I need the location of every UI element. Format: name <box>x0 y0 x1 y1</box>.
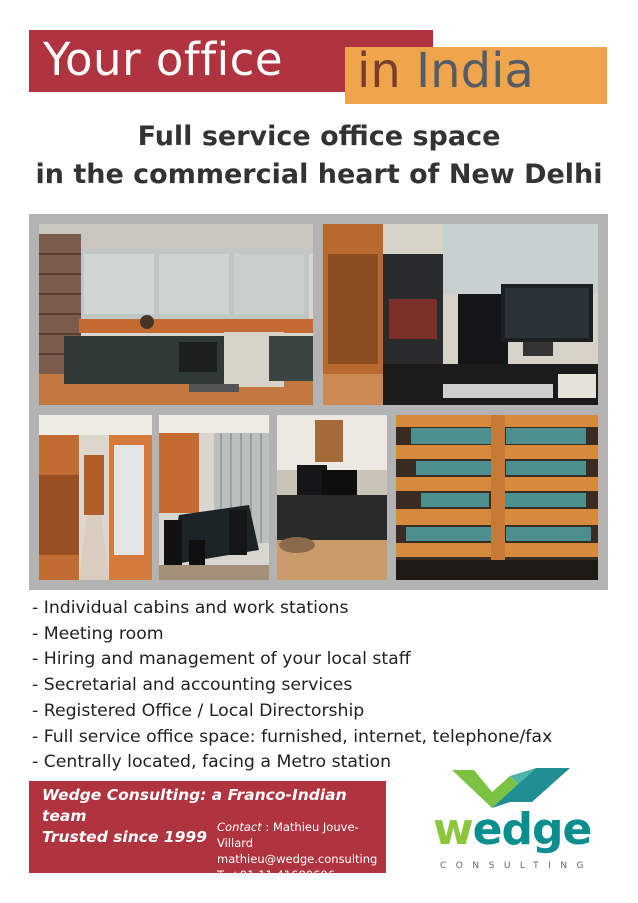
title-part2-in: in <box>357 43 401 99</box>
title-part2-india: India <box>400 43 534 99</box>
contact-box <box>29 781 386 882</box>
title-banner-orange <box>345 43 607 104</box>
contact-email[interactable]: mathieu@wedge.consulting <box>217 852 378 866</box>
title-part1: Your office <box>43 33 284 86</box>
contact-separator: : <box>261 820 273 834</box>
tagline-line2: Trusted since 1999 <box>42 828 207 846</box>
feature-item-cabins: - Individual cabins and work stations <box>32 598 349 618</box>
subtitle <box>0 118 638 194</box>
logo-wordmark <box>433 804 591 855</box>
contact-name: Mathieu Jouve-Villard <box>217 820 359 850</box>
open-plan-office-photo <box>39 224 313 405</box>
photo-collage <box>29 214 608 590</box>
feature-item-full-service: - Full service office space: furnished, internet, telephone/fax <box>32 726 553 747</box>
logo-word-first: w <box>433 804 473 855</box>
title-part2 <box>357 43 534 99</box>
feature-list <box>32 596 552 776</box>
feature-item-meeting-room: - Meeting room <box>32 623 164 644</box>
feature-item-location: - Centrally located, facing a Metro station <box>32 752 392 773</box>
corridor-photo <box>39 415 152 580</box>
subtitle-line2: in the commercial heart of New Delhi <box>35 159 603 190</box>
meeting-room-photo <box>159 415 269 580</box>
contact-phone[interactable]: T: +91 11 41680606 <box>217 868 336 882</box>
feature-item-hiring: - Hiring and management of your local staff <box>32 649 411 670</box>
contact-details <box>217 819 386 883</box>
contact-label: Contact <box>217 820 262 834</box>
workstation-photo <box>277 415 387 580</box>
tagline-line1: Wedge Consulting: a Franco-Indian team <box>42 786 347 825</box>
wedge-logo <box>420 760 620 880</box>
building-facade-photo <box>396 415 598 580</box>
feature-item-registered-office: - Registered Office / Local Directorship <box>32 700 365 721</box>
contact-line <box>217 819 386 851</box>
feature-item-secretarial: - Secretarial and accounting services <box>32 675 353 696</box>
subtitle-line1: Full service office space <box>137 121 501 152</box>
logo-word-rest: edge <box>472 804 592 855</box>
cabin-desk-photo <box>323 224 598 405</box>
logo-subtitle: CONSULTING <box>440 861 594 871</box>
